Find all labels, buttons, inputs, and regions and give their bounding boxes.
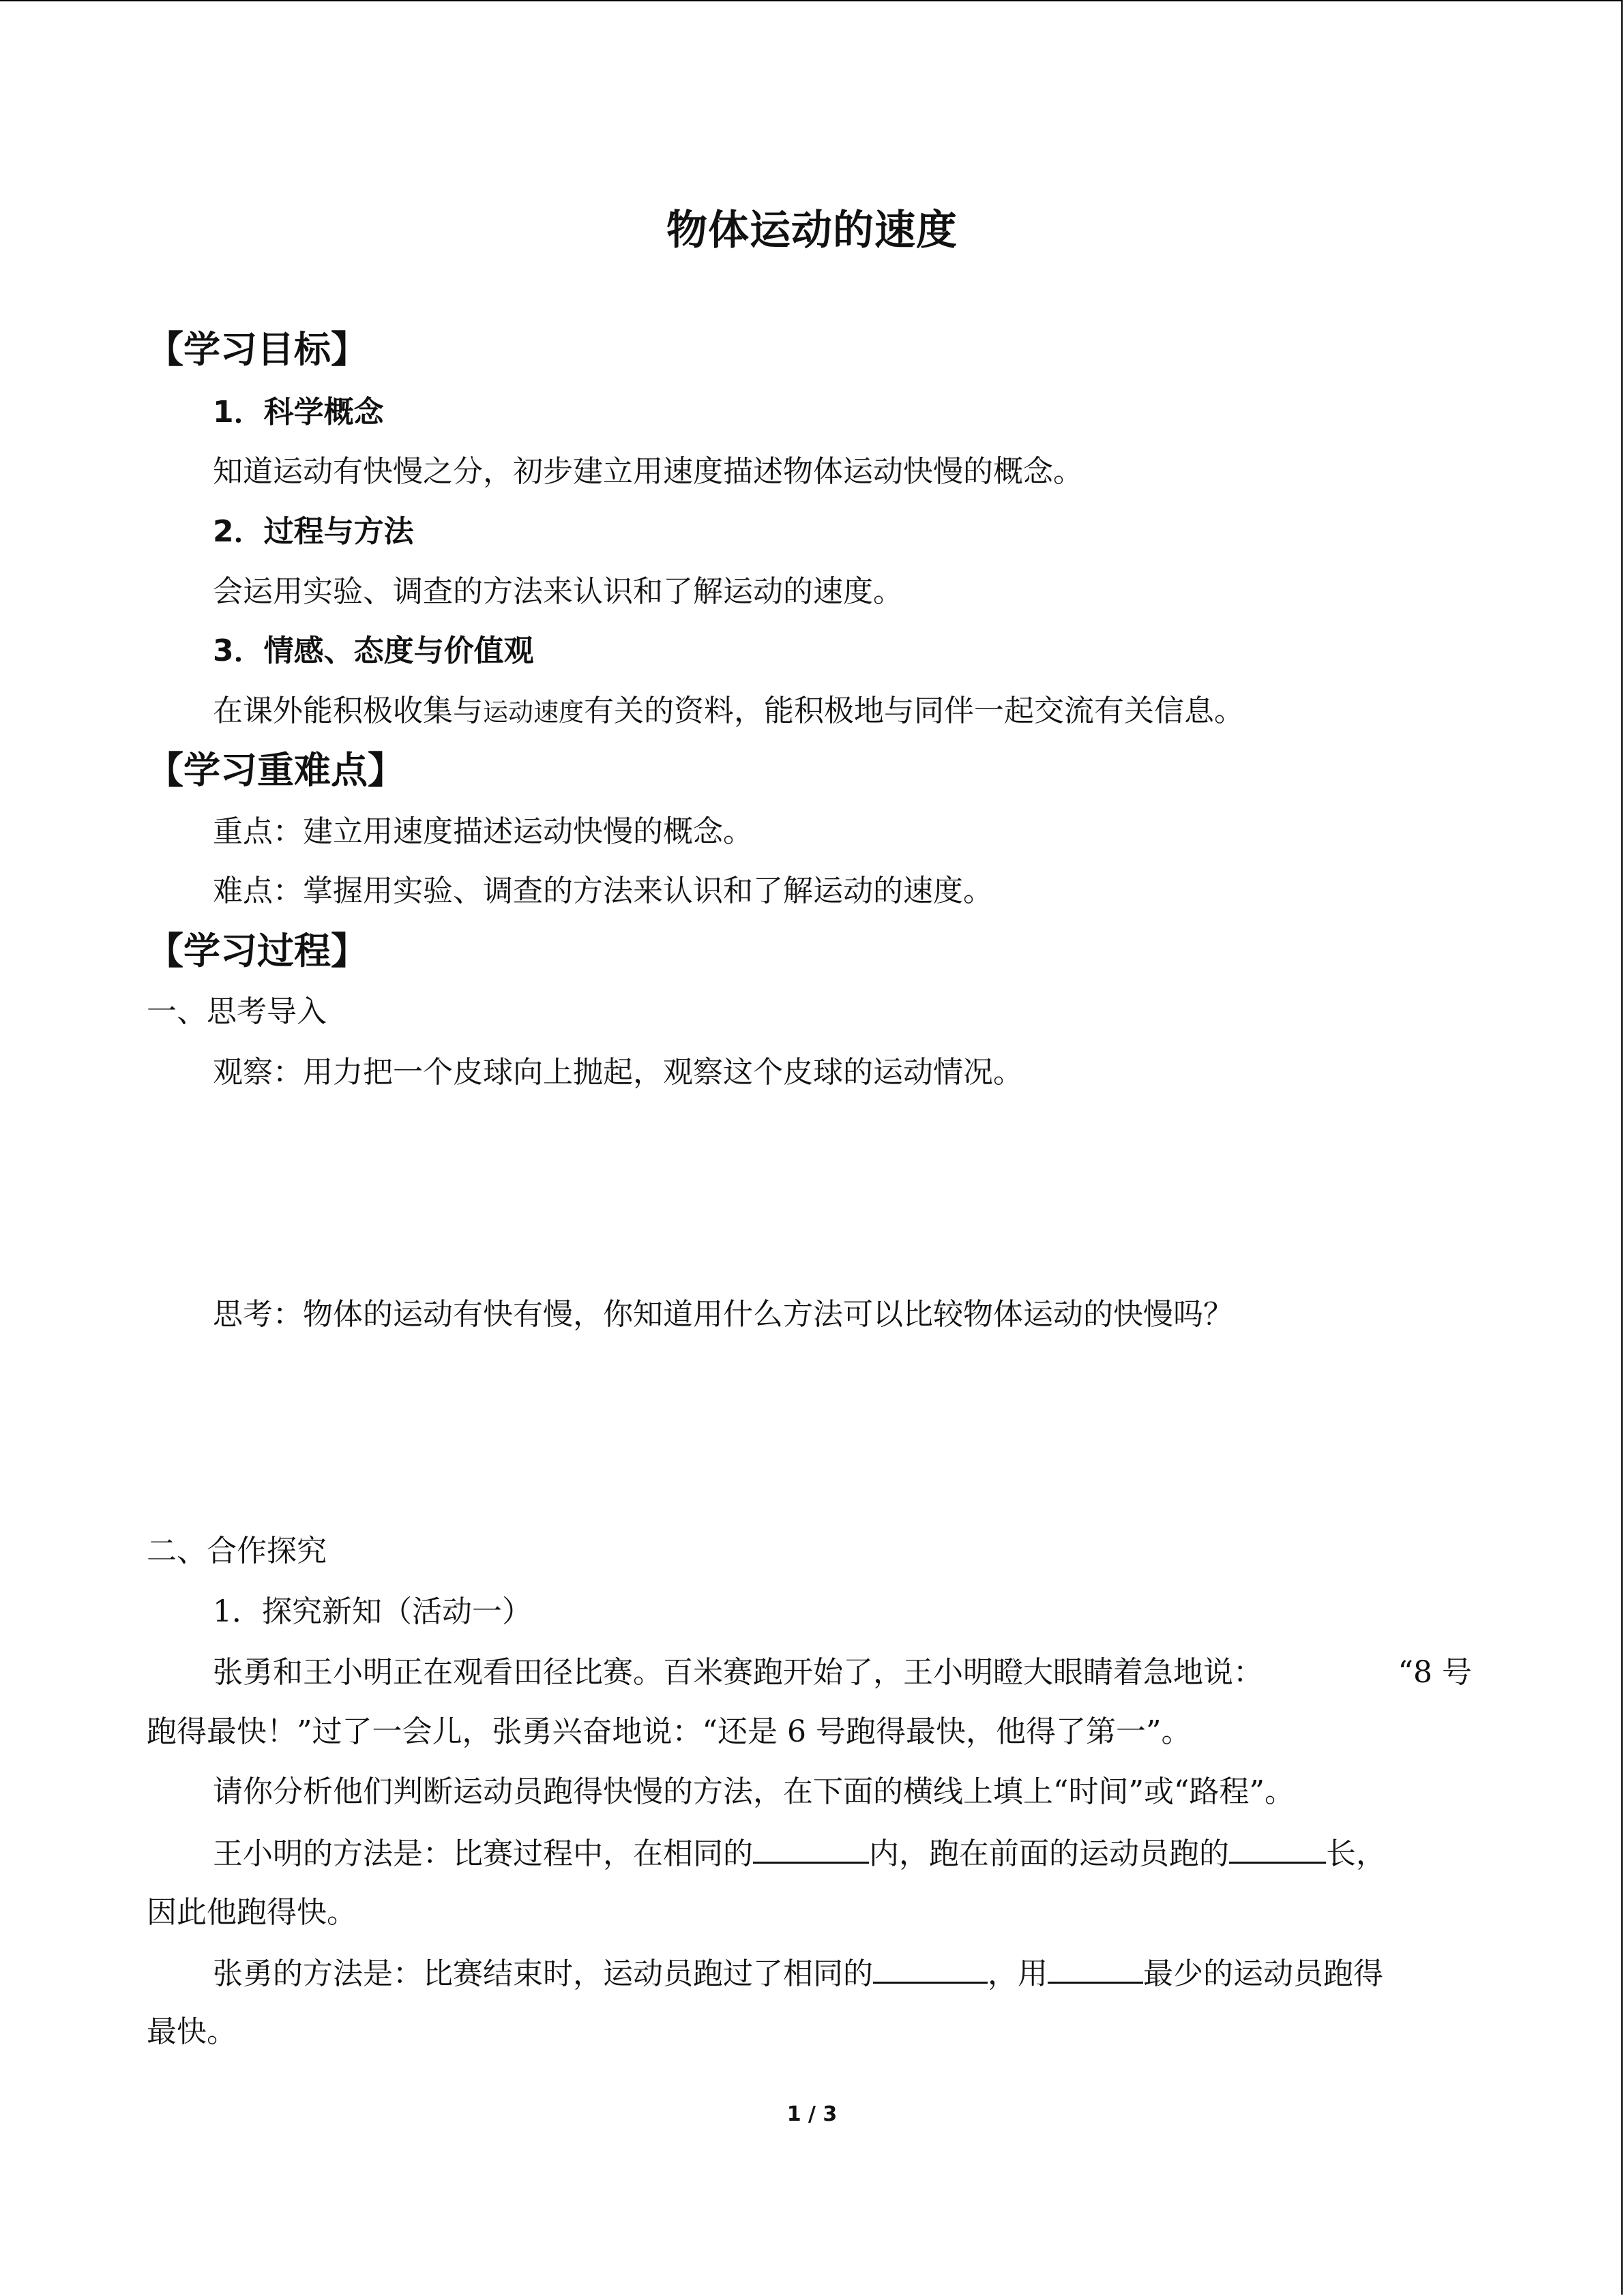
wang-method-line-2: 因此他跑得快。 — [147, 1895, 357, 1930]
goal-1-text: 知道运动有快慢之分，初步建立用速度描述物体运动快慢的概念。 — [213, 454, 1083, 489]
blank-distance[interactable] — [1229, 1832, 1326, 1864]
key-focus: 重点：建立用速度描述运动快慢的概念。 — [213, 814, 753, 849]
blank-distance-2[interactable] — [873, 1952, 988, 1984]
blank-time-2[interactable] — [1048, 1952, 1143, 1984]
part-1-heading: 一、思考导入 — [147, 994, 327, 1029]
think-text: 思考：物体的运动有快有慢，你知道用什么方法可以比较物体运动的快慢吗？ — [213, 1297, 1233, 1332]
blank-time[interactable] — [753, 1832, 869, 1864]
goal-3-heading: 3．情感、态度与价值观 — [213, 633, 534, 668]
story-line-1-a: 张勇和王小明正在观看田径比赛。百米赛跑开始了，王小明瞪大眼睛着急地说： — [213, 1655, 1263, 1690]
goal-2-text: 会运用实验、调查的方法来认识和了解运动的速度。 — [213, 574, 903, 609]
story-line-2: 跑得最快！”过了一会儿，张勇兴奋地说：“还是 6 号跑得最快，他得了第一”。 — [147, 1714, 1192, 1749]
key-difficulty: 难点：掌握用实验、调查的方法来认识和了解运动的速度。 — [213, 874, 993, 908]
zhang-method-line-2: 最快。 — [147, 2014, 237, 2049]
part-2-heading: 二、合作探究 — [147, 1534, 327, 1568]
wang-method-line — [213, 1832, 1386, 1875]
story-line-1 — [213, 1652, 1472, 1693]
page-title: 物体运动的速度 — [666, 207, 958, 254]
wang-method-c: 长， — [1326, 1836, 1386, 1871]
goal-1-heading: 1．科学概念 — [213, 395, 384, 430]
observe-text: 观察：用力把一个皮球向上抛起，观察这个皮球的运动情况。 — [213, 1055, 1023, 1090]
instruction-text: 请你分析他们判断运动员跑得快慢的方法，在下面的横线上填上“时间”或“路程”。 — [213, 1774, 1295, 1809]
story-line-1-b: “8 号 — [1398, 1655, 1472, 1690]
zhang-method-c: 最少的运动员跑得 — [1143, 1956, 1383, 1991]
goal-3-text-c: 有关的资料，能积极地与同伴一起交流有关信息。 — [584, 694, 1244, 728]
activity-heading: 1．探究新知（活动一） — [213, 1594, 532, 1629]
zhang-method-line — [213, 1952, 1383, 1995]
goal-3-text-b: 运动速度 — [483, 698, 584, 727]
goal-3-text — [213, 691, 1244, 733]
wang-method-b: 内，跑在前面的运动员跑的 — [869, 1836, 1229, 1871]
zhang-method-b: ，用 — [988, 1956, 1048, 1991]
zhang-method-a: 张勇的方法是：比赛结束时，运动员跑过了相同的 — [213, 1956, 873, 1991]
goal-2-heading: 2．过程与方法 — [213, 514, 414, 549]
section-heading-process: 【学习过程】 — [147, 929, 368, 972]
page-number: 1 / 3 — [786, 2102, 838, 2126]
wang-method-a: 王小明的方法是：比赛过程中，在相同的 — [213, 1836, 753, 1871]
goal-3-text-a: 在课外能积极收集与 — [213, 694, 483, 728]
section-heading-key-points: 【学习重难点】 — [147, 749, 404, 792]
section-heading-goals: 【学习目标】 — [147, 328, 368, 371]
